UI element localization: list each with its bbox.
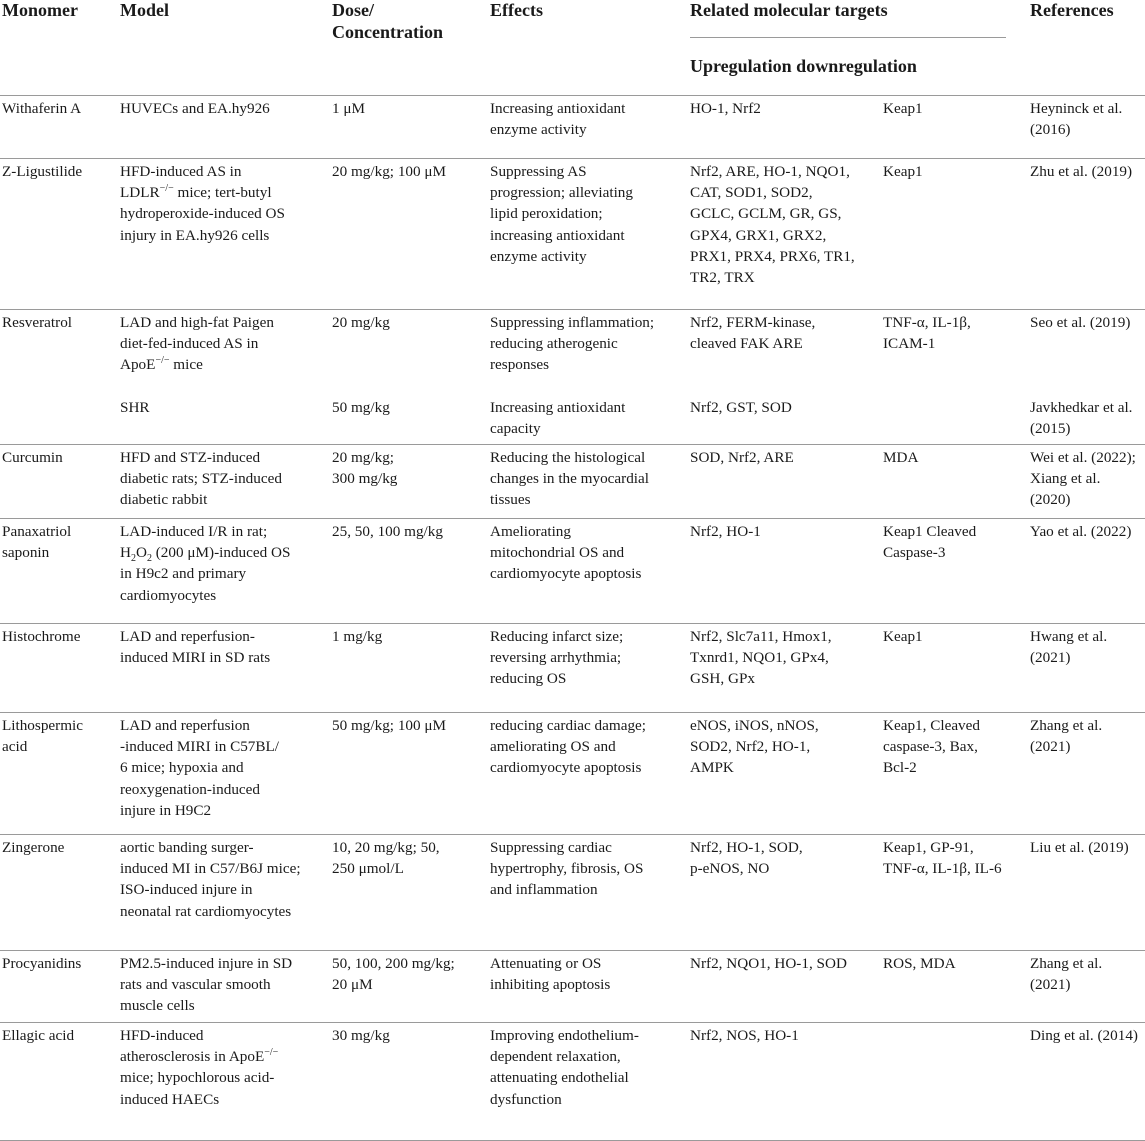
cell-down-targets: ROS, MDA (883, 955, 956, 972)
cell-up-targets: HO-1, Nrf2 (690, 100, 761, 117)
cell-references: (2021) (1030, 649, 1071, 667)
table-row (0, 445, 1145, 519)
cell-effects: enzyme activity (490, 247, 587, 265)
cell-up-targets: TR2, TRX (690, 269, 755, 286)
cell-model: diabetic rabbit (120, 491, 208, 509)
cell-model: induced MI in C57/B6J mice; (120, 860, 301, 878)
cell-effects: hypertrophy, fibrosis, OS (490, 860, 644, 878)
cell-model: reoxygenation-induced (120, 780, 261, 798)
cell-references: Liu et al. (2019) (1030, 839, 1129, 856)
cell-dose: 20 μM (332, 976, 373, 994)
cell-effects: responses (490, 356, 550, 374)
cell-model: 6 mice; hypoxia and (120, 759, 244, 777)
cell-up-targets: Nrf2, FERM-kinase, (690, 314, 816, 331)
cell-model: HFD-induced (120, 1027, 204, 1044)
cell-monomer: Withaferin A (2, 100, 82, 117)
cell-effects: reducing cardiac damage; (490, 717, 647, 734)
table-row (0, 519, 1145, 624)
header-effects: Effects (490, 0, 543, 20)
cell-model: ApoE−/− mice (120, 355, 203, 374)
header-monomer: Monomer (2, 0, 78, 20)
cell-model: LAD and reperfusion- (120, 628, 255, 645)
table-header (0, 0, 1145, 96)
cell-model: -induced MIRI in C57BL/ (120, 738, 280, 756)
cell-dose: 10, 20 mg/kg; 50, (332, 839, 440, 856)
header-dose-line1: Dose/ (332, 0, 374, 20)
header-model: Model (120, 0, 169, 20)
cell-dose: 50, 100, 200 mg/kg; (332, 955, 455, 972)
cell-model: atherosclerosis in ApoE−/− (120, 1047, 279, 1066)
cell-down-targets: TNF-α, IL-1β, (883, 314, 971, 331)
cell-model: aortic banding surger- (120, 839, 254, 856)
cell-model: muscle cells (120, 997, 195, 1015)
cell-monomer: Panaxatriol (2, 523, 72, 540)
cell-up-targets: SOD2, Nrf2, HO-1, (690, 738, 811, 756)
cell-monomer: Ellagic acid (2, 1027, 75, 1044)
cell-effects: reducing atherogenic (490, 335, 618, 353)
cell-effects: capacity (490, 420, 541, 437)
cell-monomer: saponin (2, 544, 50, 562)
cell-model: injure in H9C2 (120, 801, 212, 819)
cell-monomer: Z-Ligustilide (2, 163, 83, 180)
cell-model: HUVECs and EA.hy926 (120, 100, 270, 117)
table-row (0, 624, 1145, 713)
cell-effects: Reducing infarct size; (490, 628, 624, 645)
cell-effects: changes in the myocardial (490, 470, 649, 488)
cell-model: injury in EA.hy926 cells (120, 226, 270, 244)
cell-dose: 20 mg/kg (332, 314, 390, 331)
cell-down-targets: caspase-3, Bax, (883, 738, 978, 756)
cell-model: $H_2O_2$ (200 μM)-induced OS (120, 544, 291, 565)
cell-up-targets: GCLC, GCLM, GR, GS, (690, 205, 842, 223)
cell-references: Zhang et al. (1030, 955, 1103, 972)
cell-effects: mitochondrial OS and (490, 544, 625, 562)
table-row (0, 835, 1145, 951)
cell-references: (2015) (1030, 420, 1071, 437)
cell-monomer: Curcumin (2, 449, 63, 466)
cell-down-targets: MDA (883, 449, 919, 466)
cell-dose: 20 mg/kg; 100 μM (332, 163, 447, 180)
table-row (0, 713, 1145, 835)
table-row (0, 159, 1145, 310)
cell-up-targets: CAT, SOD1, SOD2, (690, 184, 813, 202)
cell-model: cardiomyocytes (120, 586, 217, 604)
cell-model: LDLR−/− mice; tert-butyl (120, 183, 272, 202)
header-dose-line2: Concentration (332, 22, 443, 42)
cell-down-targets: ICAM-1 (883, 335, 936, 353)
cell-references: Ding et al. (2014) (1030, 1027, 1138, 1044)
cell-up-targets: Nrf2, NOS, HO-1 (690, 1027, 799, 1044)
cell-effects: dysfunction (490, 1090, 562, 1108)
cell-effects: tissues (490, 491, 531, 509)
cell-effects: and inflammation (490, 881, 598, 899)
cell-model: mice; hypochlorous acid- (120, 1069, 275, 1087)
cell-references: Seo et al. (2019) (1030, 314, 1131, 331)
cell-up-targets: Nrf2, ARE, HO-1, NQO1, (690, 163, 850, 180)
cell-effects: progression; alleviating (490, 184, 633, 202)
cell-up-targets: AMPK (690, 759, 734, 777)
cell-effects: dependent relaxation, (490, 1048, 621, 1066)
cell-up-targets: Nrf2, GST, SOD (690, 398, 792, 416)
table-row (0, 1023, 1145, 1141)
cell-monomer: acid (2, 738, 28, 756)
table-row (0, 96, 1145, 159)
cell-dose: 30 mg/kg (332, 1027, 390, 1044)
cell-references: Javkhedkar et al. (1030, 398, 1133, 416)
cell-monomer: Zingerone (2, 839, 65, 856)
cell-effects: Improving endothelium- (490, 1027, 639, 1044)
cell-references: (2020) (1030, 491, 1071, 509)
cell-model: in H9c2 and primary (120, 565, 247, 583)
cell-effects: Increasing antioxidant (490, 100, 626, 117)
cell-references: Zhang et al. (1030, 717, 1103, 734)
cell-up-targets: Nrf2, HO-1 (690, 523, 761, 540)
cell-effects: reversing arrhythmia; (490, 649, 622, 667)
cell-model: diabetic rats; STZ-induced (120, 470, 282, 488)
cell-model: HFD and STZ-induced (120, 449, 261, 466)
table-row (0, 310, 1145, 445)
cell-up-targets: Nrf2, NQO1, HO-1, SOD (690, 955, 847, 972)
cell-model: diet-fed-induced AS in (120, 335, 259, 353)
cell-up-targets: PRX1, PRX4, PRX6, TR1, (690, 247, 855, 265)
cell-effects: lipid peroxidation; (490, 205, 603, 223)
cell-references: Heyninck et al. (1030, 100, 1123, 117)
cell-up-targets: GSH, GPx (690, 670, 755, 688)
cell-down-targets: Keap1 Cleaved (883, 523, 977, 540)
cell-down-targets: Caspase-3 (883, 544, 946, 562)
cell-dose: 1 μM (332, 100, 366, 117)
cell-down-targets: TNF-α, IL-1β, IL-6 (883, 860, 1002, 878)
cell-references: Wei et al. (2022); (1030, 449, 1136, 466)
cell-model: LAD and reperfusion (120, 717, 250, 734)
cell-effects: increasing antioxidant (490, 226, 625, 244)
cell-up-targets: eNOS, iNOS, nNOS, (690, 717, 819, 734)
cell-dose: 50 mg/kg (332, 398, 390, 416)
cell-up-targets: Txnrd1, NQO1, GPx4, (690, 649, 829, 667)
cell-model: rats and vascular smooth (120, 976, 271, 994)
cell-references: Xiang et al. (1030, 470, 1101, 488)
cell-model: ISO-induced injure in (120, 881, 253, 899)
cell-references: (2021) (1030, 976, 1071, 994)
cell-up-targets: SOD, Nrf2, ARE (690, 449, 794, 466)
cell-monomer: Histochrome (2, 628, 81, 645)
table-row (0, 951, 1145, 1023)
cell-dose: 1 mg/kg (332, 628, 383, 645)
cell-effects: Ameliorating (490, 523, 571, 540)
cell-down-targets: Keap1 (883, 163, 923, 180)
cell-references: Yao et al. (2022) (1030, 523, 1132, 540)
cell-effects: cardiomyocyte apoptosis (490, 759, 642, 777)
cell-dose: 300 mg/kg (332, 470, 398, 488)
cell-up-targets: Nrf2, HO-1, SOD, (690, 839, 803, 856)
cell-effects: attenuating endothelial (490, 1069, 629, 1087)
cell-model: PM2.5-induced injure in SD (120, 955, 293, 972)
cell-dose: 50 mg/kg; 100 μM (332, 717, 447, 734)
header-targets: Related molecular targets (690, 0, 888, 20)
cell-effects: reducing OS (490, 670, 567, 688)
cell-model: LAD and high-fat Paigen (120, 314, 274, 331)
cell-down-targets: Keap1 (883, 628, 923, 645)
header-references: References (1030, 0, 1114, 20)
cell-up-targets: Nrf2, Slc7a11, Hmox1, (690, 628, 832, 645)
cell-up-targets: GPX4, GRX1, GRX2, (690, 226, 827, 244)
cell-model: induced MIRI in SD rats (120, 649, 271, 667)
cell-effects: enzyme activity (490, 121, 587, 139)
cell-down-targets: Keap1, GP-91, (883, 839, 974, 856)
cell-model: LAD-induced I/R in rat; (120, 523, 268, 540)
cell-references: Hwang et al. (1030, 628, 1108, 645)
cell-model: induced HAECs (120, 1090, 220, 1108)
cell-effects: Suppressing cardiac (490, 839, 612, 856)
cell-down-targets: Bcl-2 (883, 759, 917, 777)
cell-down-targets: Keap1, Cleaved (883, 717, 980, 734)
cell-monomer: Lithospermic (2, 717, 83, 734)
header-subheader: Upregulation downregulation (690, 56, 917, 76)
header-targets-rule (690, 37, 1006, 38)
cell-effects: Suppressing AS (490, 163, 587, 180)
cell-references: (2016) (1030, 121, 1071, 139)
table-body (0, 96, 1145, 1141)
cell-effects: Reducing the histological (490, 449, 646, 466)
cell-dose: 25, 50, 100 mg/kg (332, 523, 443, 540)
cell-effects: inhibiting apoptosis (490, 976, 611, 994)
cell-effects: cardiomyocyte apoptosis (490, 565, 642, 583)
cell-effects: Attenuating or OS (490, 955, 602, 972)
cell-model: neonatal rat cardiomyocytes (120, 902, 292, 920)
cell-effects: ameliorating OS and (490, 738, 616, 756)
cell-down-targets: Keap1 (883, 100, 923, 117)
cell-model: hydroperoxide-induced OS (120, 205, 285, 223)
cell-up-targets: p-eNOS, NO (690, 860, 770, 878)
cell-model: HFD-induced AS in (120, 163, 242, 180)
cell-effects: Increasing antioxidant (490, 398, 626, 416)
cell-dose: 250 μmol/L (332, 860, 404, 878)
cell-dose: 20 mg/kg; (332, 449, 395, 466)
cell-references: Zhu et al. (2019) (1030, 163, 1133, 180)
cell-monomer: Procyanidins (2, 955, 82, 972)
cell-monomer: Resveratrol (2, 314, 73, 331)
cell-references: (2021) (1030, 738, 1071, 756)
cell-effects: Suppressing inflammation; (490, 314, 655, 331)
cell-up-targets: cleaved FAK ARE (690, 335, 803, 353)
cell-model: SHR (120, 398, 150, 416)
